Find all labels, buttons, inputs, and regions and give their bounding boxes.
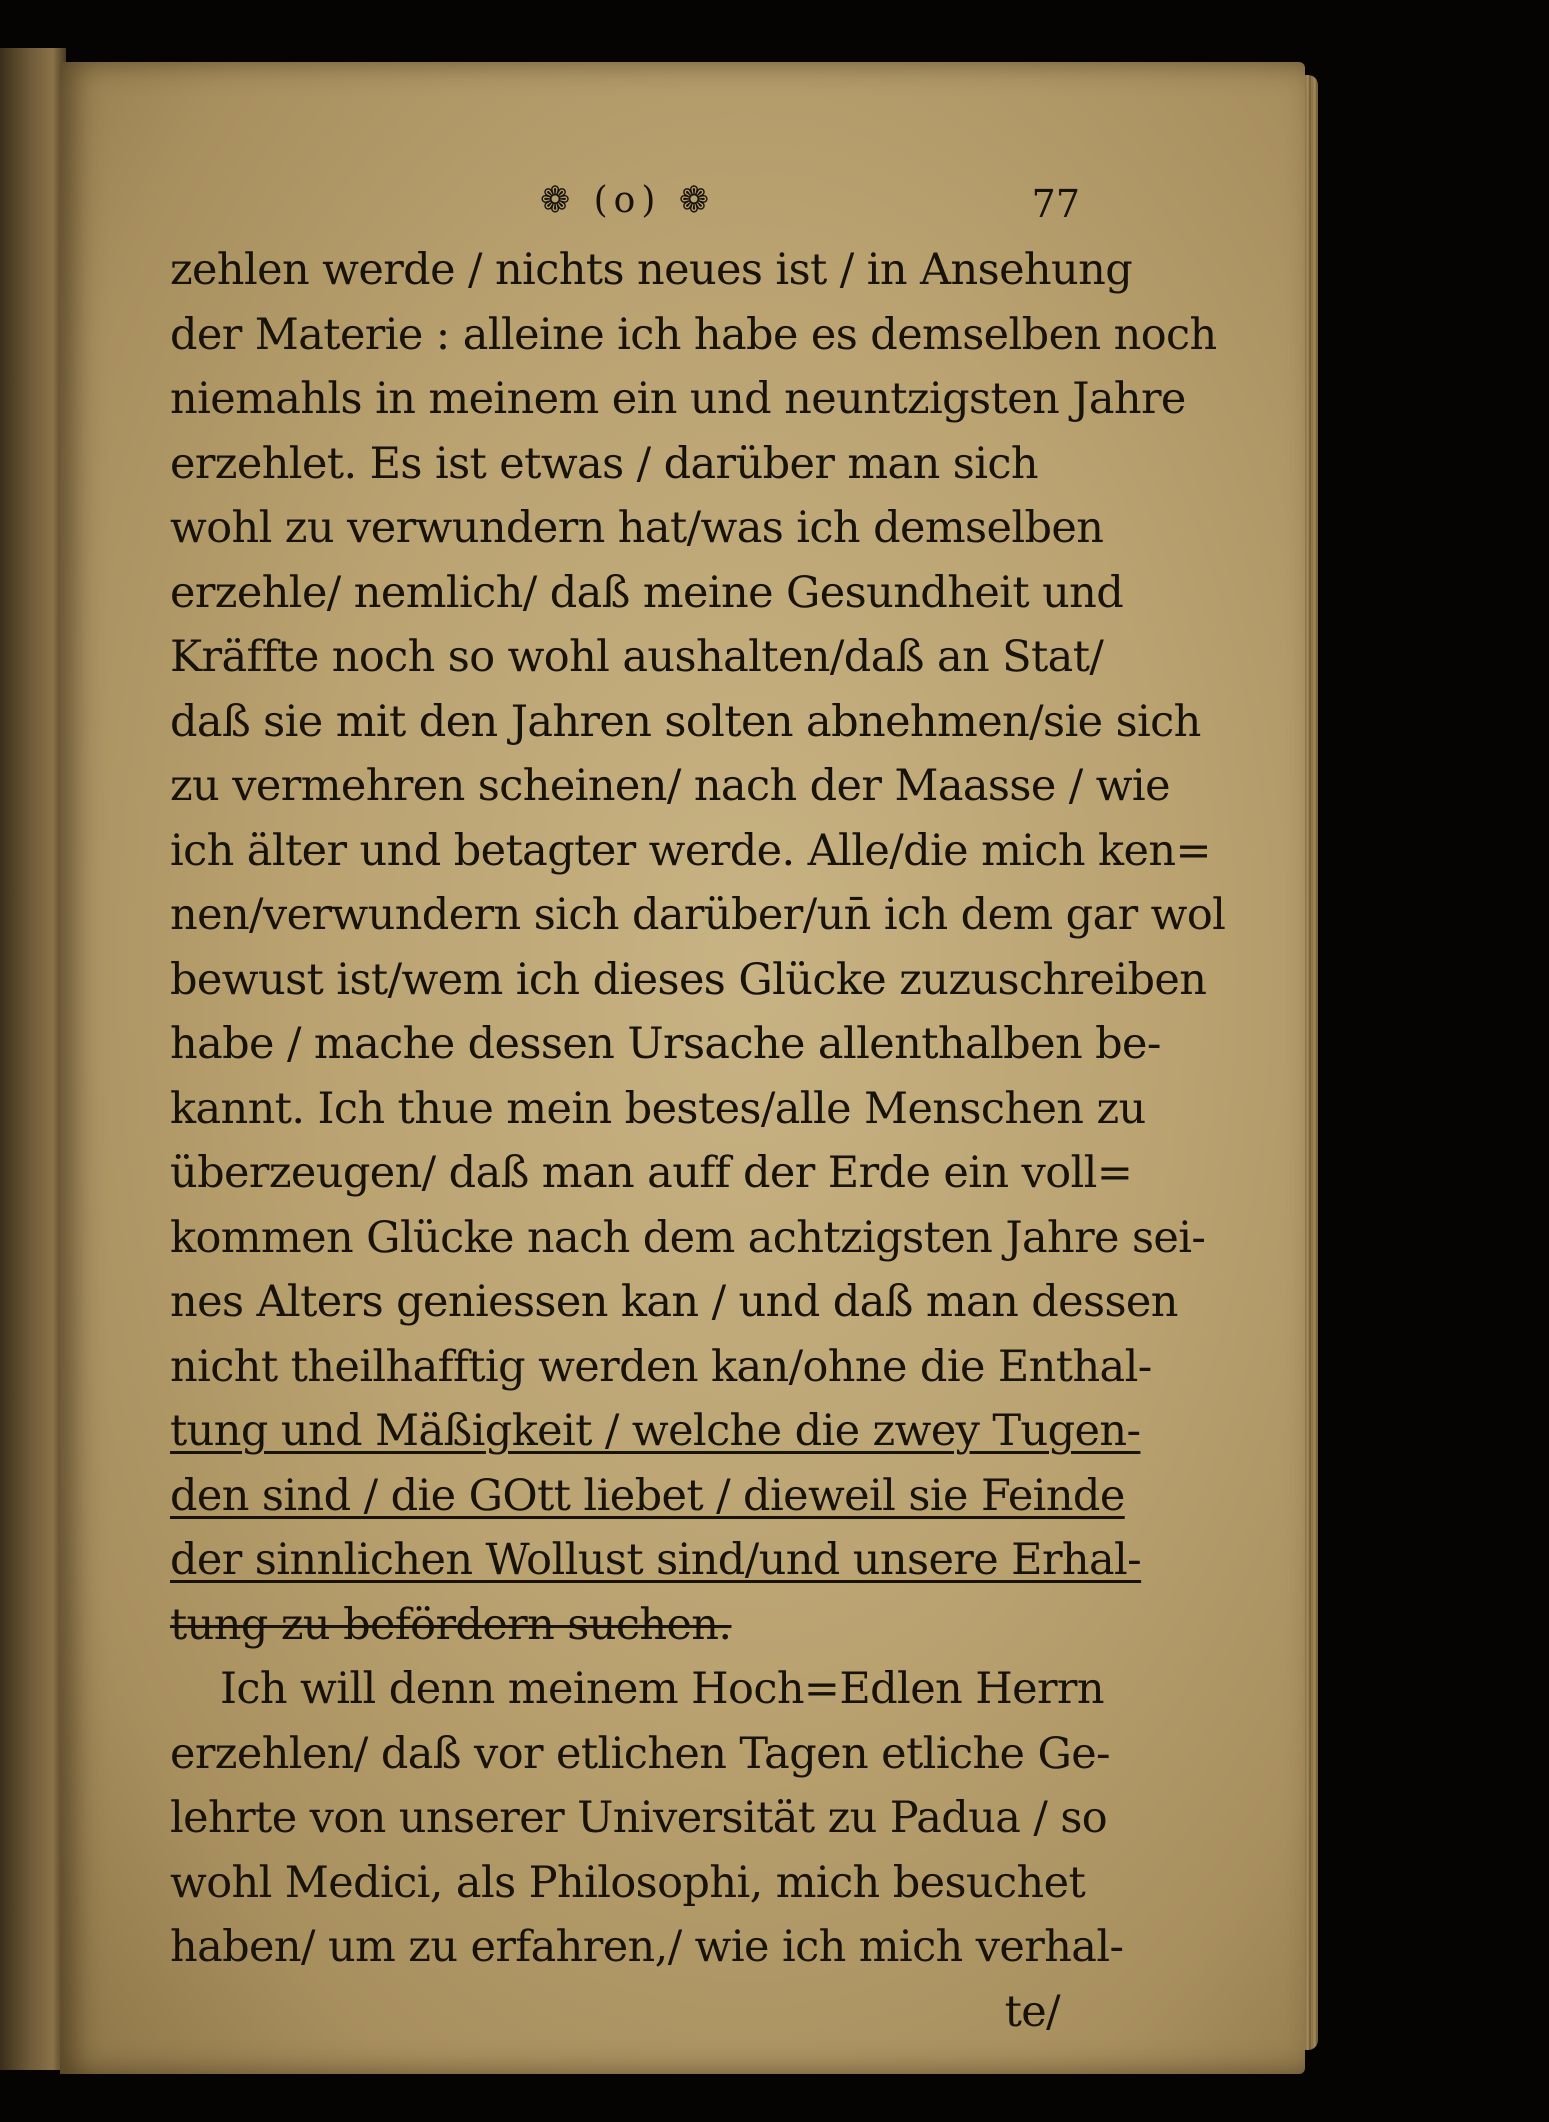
- text-line: erzehle/ nemlich/ daß meine Gesundheit und: [170, 567, 1124, 618]
- text-line-underlined: tung und Mäßigkeit / welche die zwey Tugen-: [170, 1406, 1141, 1456]
- text-line: wohl zu verwundern hat/was ich demselben: [170, 503, 1104, 553]
- text-line: daß sie mit den Jahren solten abnehmen/sie sich: [170, 696, 1201, 747]
- text-line: überzeugen/ daß man auff der Erde ein voll=: [170, 1148, 1133, 1198]
- text-line: kommen Glücke nach dem achtzigsten Jahre sei-: [170, 1212, 1206, 1263]
- text-line: nen/verwundern sich darüber/un̄ ich dem gar wol: [170, 890, 1226, 940]
- text-line: zehlen werde / nichts neues ist / in Ansehung: [170, 245, 1133, 295]
- text-line: Kräffte noch so wohl aushalten/daß an Stat/: [170, 632, 1104, 682]
- catchword: te/: [1004, 1986, 1060, 2037]
- running-head: [170, 178, 1080, 238]
- text-line: niemahls in meinem ein und neuntzigsten Jahre: [170, 374, 1186, 424]
- text-line: kannt. Ich thue mein bestes/alle Menschen zu: [170, 1083, 1146, 1134]
- text-line: lehrte von unserer Universität zu Padua / so: [170, 1793, 1108, 1843]
- text-line: wohl Medici, als Philosophi, mich besuchet: [170, 1857, 1086, 1908]
- text-line: nes Alters geniessen kan / und daß man dessen: [170, 1277, 1178, 1327]
- text-line: zu vermehren scheinen/ nach der Maasse / wie: [170, 761, 1170, 811]
- page-number: 77: [1031, 182, 1080, 226]
- paragraph-start-line: Ich will denn meinem Hoch=Edlen Herrn: [220, 1664, 1104, 1714]
- text-line-underlined: der sinnlichen Wollust sind/und unsere Erhal-: [170, 1535, 1142, 1585]
- text-line: habe / mache dessen Ursache allenthalben be-: [170, 1019, 1161, 1069]
- text-line: haben/ um zu erfahren,/ wie ich mich verhal-: [170, 1922, 1124, 1972]
- text-line: erzehlet. Es ist etwas / darüber man sich: [170, 438, 1038, 489]
- text-line-struck: tung zu befördern suchen.: [170, 1599, 732, 1650]
- text-line: ich älter und betagter werde. Alle/die mich ken=: [170, 825, 1211, 876]
- page-text: [170, 178, 1226, 2044]
- header-ornament: ❁ (o) ❁: [540, 180, 715, 221]
- text-line: bewust ist/wem ich dieses Glücke zuzuschreiben: [170, 954, 1207, 1005]
- text-line-underlined: den sind / die GOtt liebet / dieweil sie Feinde: [170, 1470, 1125, 1521]
- text-line: erzehlen/ daß vor etlichen Tagen etliche Ge-: [170, 1728, 1110, 1779]
- text-line: nicht theilhafftig werden kan/ohne die Enthal-: [170, 1341, 1152, 1392]
- text-line: der Materie : alleine ich habe es demselben noch: [170, 309, 1217, 360]
- previous-page-edge: [0, 48, 66, 2070]
